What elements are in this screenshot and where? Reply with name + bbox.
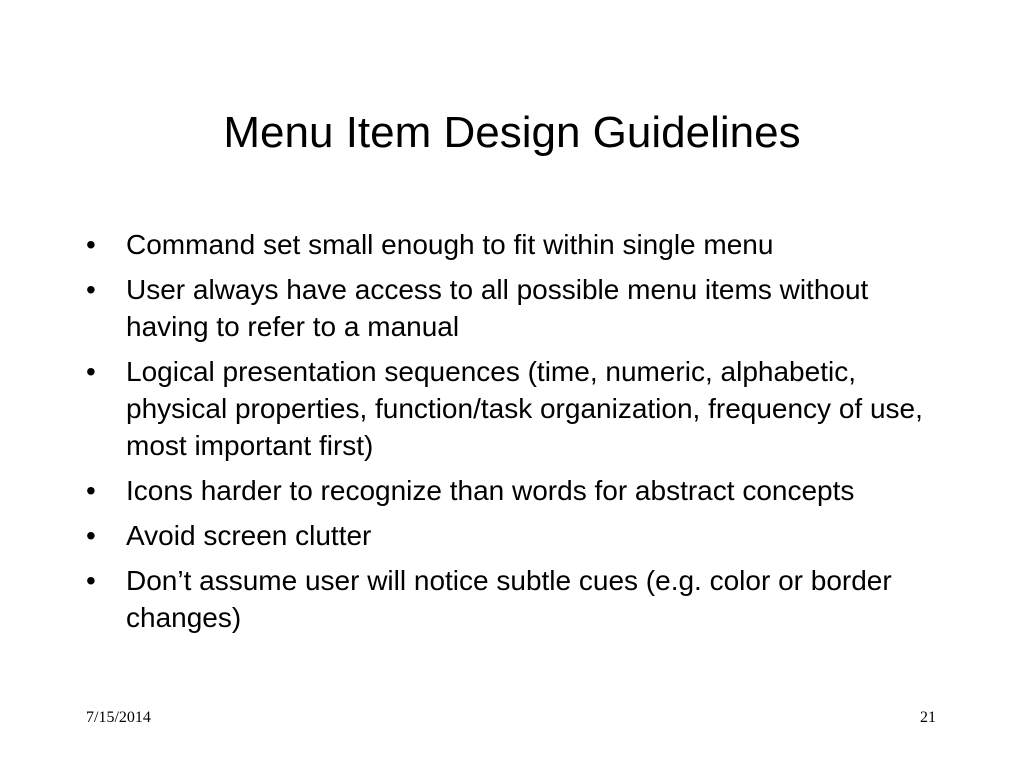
- bullet-text: Icons harder to recognize than words for abstract concepts: [126, 475, 855, 506]
- bullet-marker: •: [86, 229, 96, 260]
- bullet-item: [86, 226, 936, 263]
- bullet-marker: •: [86, 356, 96, 387]
- bullet-item: [86, 271, 936, 345]
- bullet-text: Logical presentation sequences (time, numeric, alphabetic, physical properties, function/task organization, frequency of use, most important first): [126, 356, 923, 461]
- slide-title: Menu Item Design Guidelines: [223, 108, 801, 157]
- bullet-list: [86, 226, 936, 644]
- bullet-item: [86, 517, 936, 554]
- bullet-item: [86, 562, 936, 636]
- bullet-marker: •: [86, 475, 96, 506]
- bullet-item: [86, 353, 936, 464]
- bullet-marker: •: [86, 274, 96, 305]
- footer-date: 7/15/2014: [86, 709, 151, 726]
- bullet-item: [86, 472, 936, 509]
- bullet-text: User always have access to all possible menu items without having to refer to a manual: [126, 274, 869, 342]
- footer-page-number: 21: [920, 709, 936, 726]
- bullet-marker: •: [86, 520, 96, 551]
- bullet-text: Command set small enough to fit within single menu: [126, 229, 774, 260]
- bullet-marker: •: [86, 565, 96, 596]
- bullet-text: Don’t assume user will notice subtle cues (e.g. color or border changes): [126, 565, 892, 633]
- bullet-text: Avoid screen clutter: [126, 520, 372, 551]
